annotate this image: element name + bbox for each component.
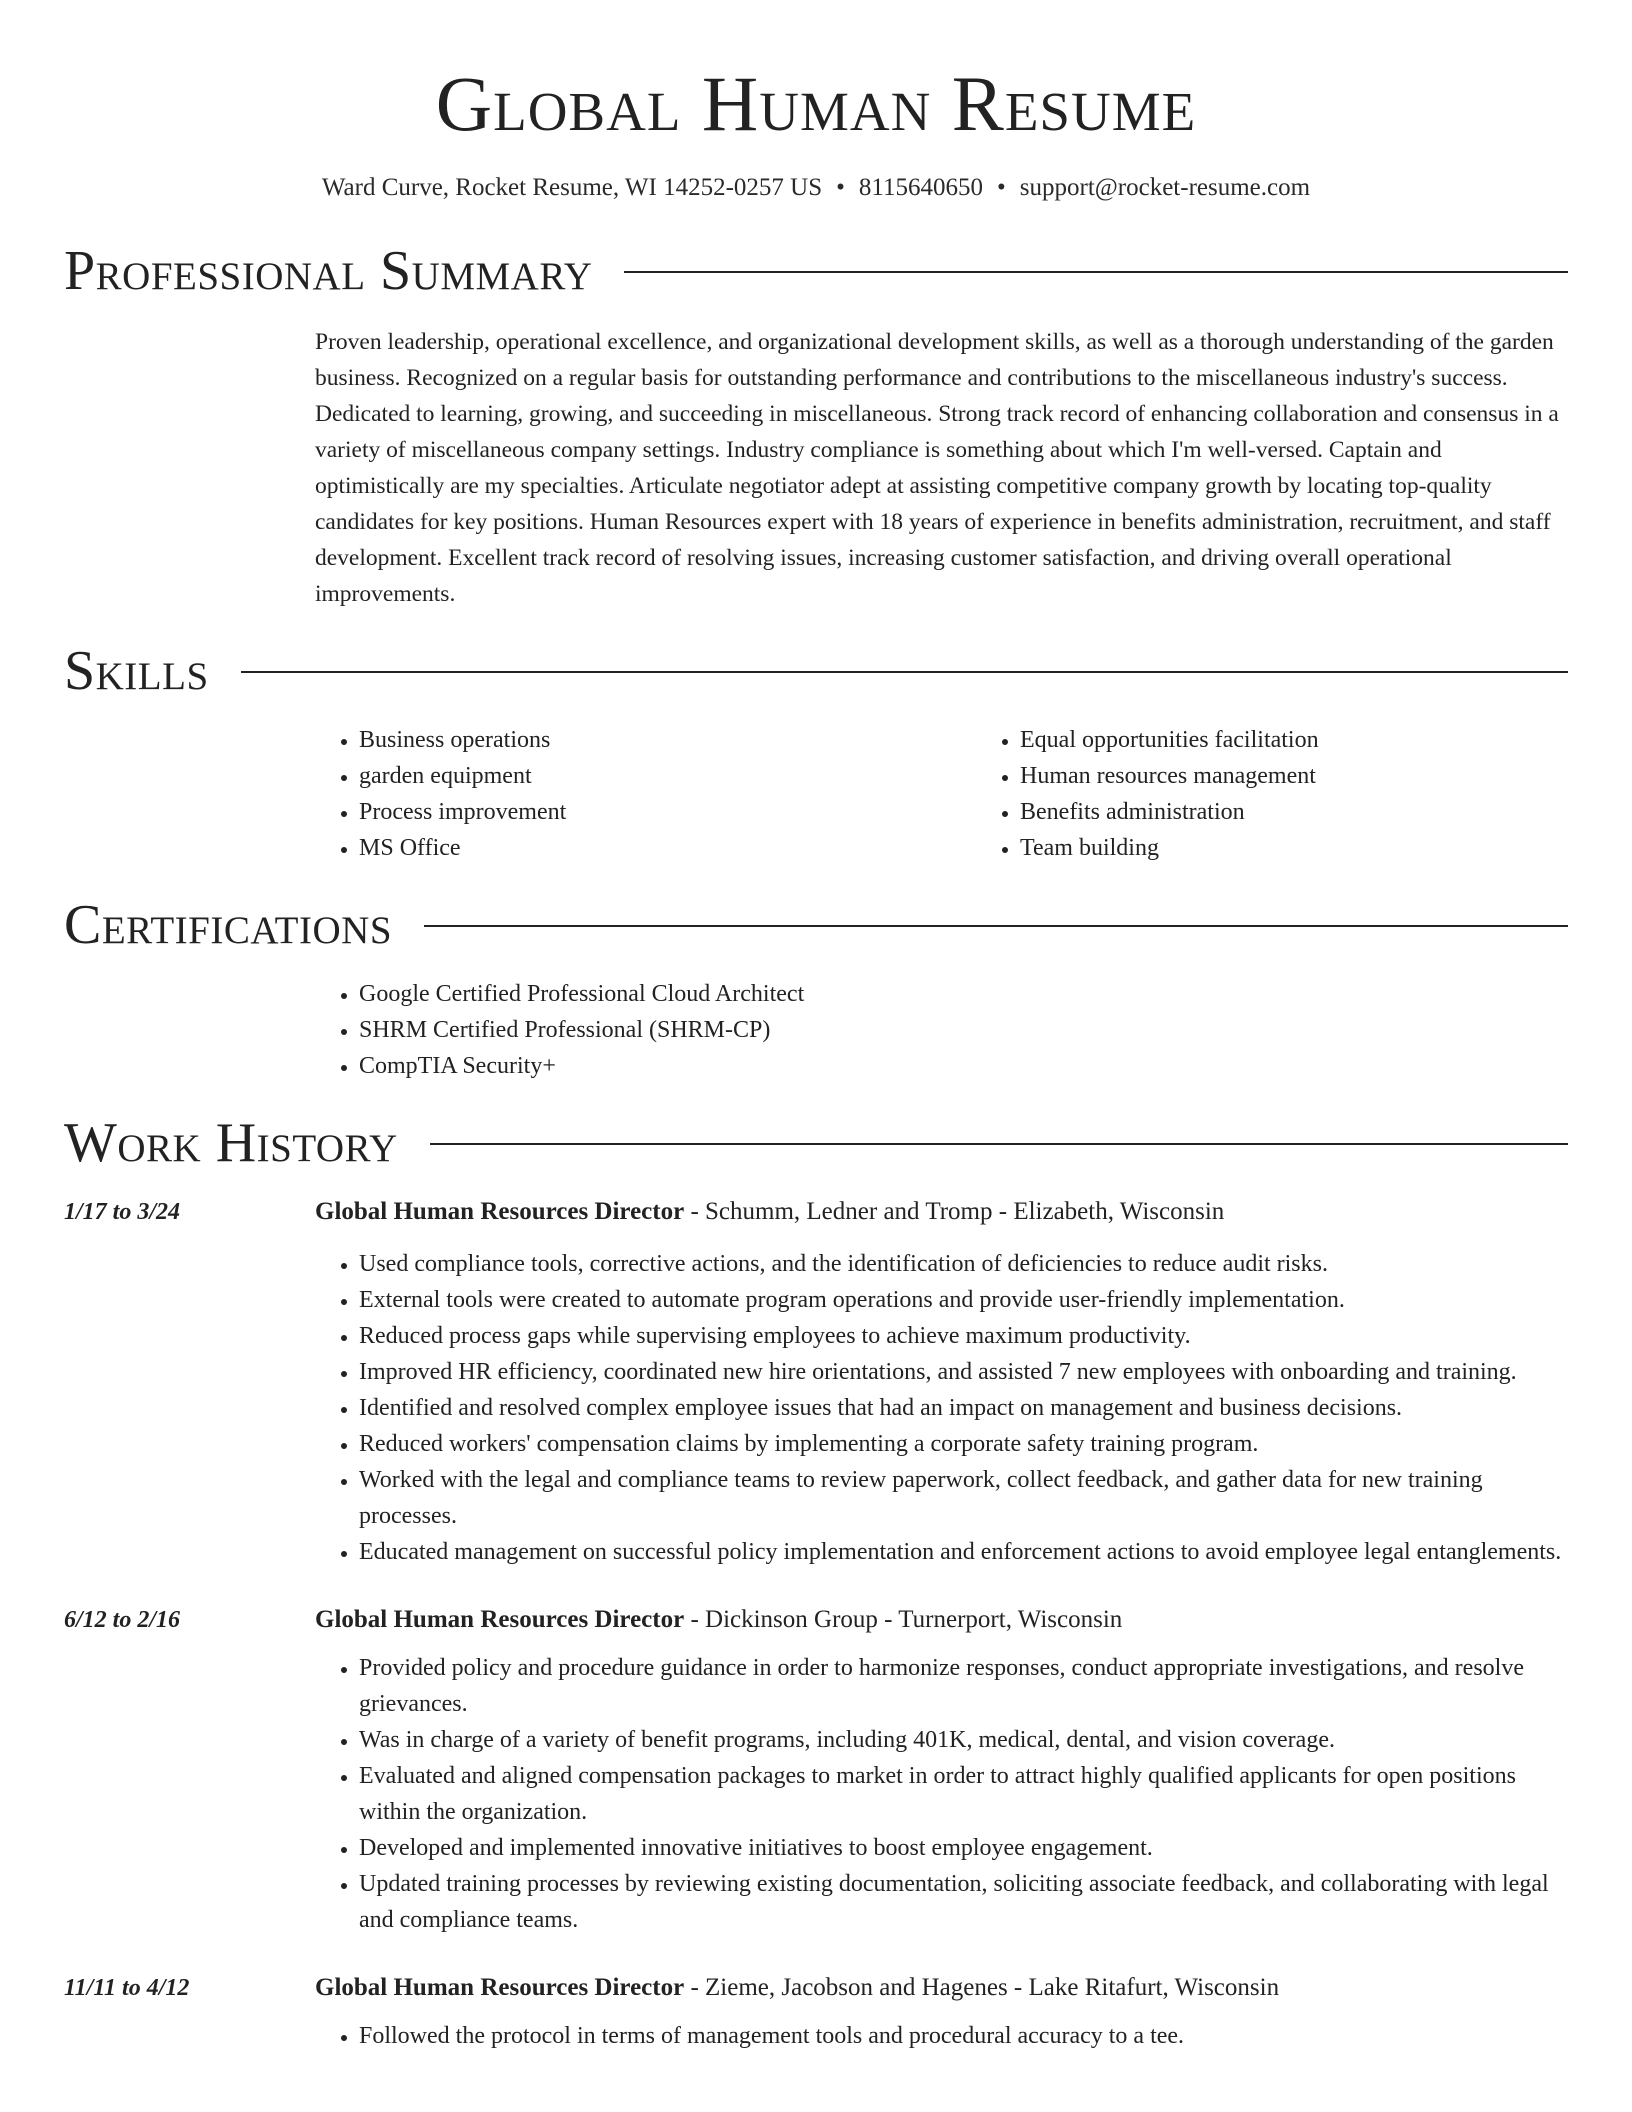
job-role: Global Human Resources Director <box>315 1606 685 1633</box>
certifications-list <box>315 976 1568 1084</box>
summary-heading: Professional Summary <box>64 240 593 302</box>
summary-body <box>315 324 1568 612</box>
skill-item: • Team building <box>1020 830 1568 866</box>
certification-item: • Google Certified Professional Cloud Architect <box>359 976 1568 1012</box>
work-heading: Work History <box>64 1112 398 1174</box>
job-bullet: • Provided policy and procedure guidance in order to harmonize responses, conduct appropriate investigations, and resolve grievances. <box>359 1650 1568 1722</box>
contact-address: Ward Curve, Rocket Resume, WI 14252-0257 US <box>321 174 823 201</box>
work-section-header <box>64 1110 1568 1176</box>
skill-item: • Business operations <box>359 722 976 758</box>
job-bullet: • Evaluated and aligned compensation packages to market in order to attract highly qualified applicants for open positions within the organization. <box>359 1758 1568 1830</box>
job-bullet: • Developed and implemented innovative initiatives to boost employee engagement. <box>359 1830 1568 1866</box>
job-bullets <box>315 1246 1568 1570</box>
skill-item: • garden equipment <box>359 758 976 794</box>
certifications-bullets <box>315 976 1568 1084</box>
job-bullet-list <box>315 2018 1568 2054</box>
job-role: Global Human Resources Director <box>315 1198 685 1225</box>
summary-text: Proven leadership, operational excellence, and organizational development skills, as well as a thorough understanding of the garden business. Recognized on a regular basis for outstanding performance and contributions to the miscellaneous industry's success. Dedicated to learning, growing, and succeeding in miscellaneous. Strong track record of enhancing collaboration and consensus in a variety of miscellaneous company settings. Industry compliance is something about which I'm well-versed. Captain and optimistically are my specialties. Articulate negotiator adept at assisting competitive company growth by locating top-quality candidates for key positions. Human Resources expert with 18 years of experience in benefits administration, recruitment, and staff development. Excellent track record of resolving issues, increasing customer satisfaction, and driving overall operational improvements. <box>315 329 1559 607</box>
job-title-line <box>315 1604 1122 1636</box>
job-header <box>64 1972 1568 2004</box>
job-bullets <box>315 1650 1568 1938</box>
skill-item: • MS Office <box>359 830 976 866</box>
skill-item: • Human resources management <box>1020 758 1568 794</box>
job-bullet: • Was in charge of a variety of benefit programs, including 401K, medical, dental, and vision coverage. <box>359 1722 1568 1758</box>
certification-item: • SHRM Certified Professional (SHRM-CP) <box>359 1012 1568 1048</box>
job-bullet: • Worked with the legal and compliance teams to review paperwork, collect feedback, and gather data for new training processes. <box>359 1462 1568 1534</box>
resume-page <box>64 0 1568 2054</box>
contact-email: support@rocket-resume.com <box>1019 174 1311 201</box>
job-dates: 1/17 to 3/24 <box>64 1199 181 1225</box>
job-bullet: • Reduced workers' compensation claims by implementing a corporate safety training program. <box>359 1426 1568 1462</box>
job-bullet: • Used compliance tools, corrective actions, and the identification of deficiencies to reduce audit risks. <box>359 1246 1568 1282</box>
job-company-location: - Dickinson Group - Turnerport, Wisconsin <box>684 1606 1123 1633</box>
skills-heading: Skills <box>64 640 209 702</box>
job-header <box>64 1196 1568 1228</box>
job-entry <box>64 1972 1568 2054</box>
certifications-section-header <box>64 892 1568 958</box>
section-divider <box>241 671 1568 673</box>
skill-item: • Benefits administration <box>1020 794 1568 830</box>
contact-separator: • <box>836 174 845 201</box>
resume-name: Global Human Resume <box>435 60 1197 147</box>
job-title-line <box>315 1972 1279 2004</box>
job-bullet: • Followed the protocol in terms of management tools and procedural accuracy to a tee. <box>359 2018 1568 2054</box>
summary-section-header <box>64 238 1568 304</box>
skill-item: • Process improvement <box>359 794 976 830</box>
job-bullet: • Updated training processes by reviewing existing documentation, soliciting associate feedback, and collaborating with legal and compliance teams. <box>359 1866 1568 1938</box>
skills-section-header <box>64 638 1568 704</box>
certification-item: • CompTIA Security+ <box>359 1048 1568 1084</box>
section-divider <box>424 925 1568 927</box>
job-bullets <box>315 2018 1568 2054</box>
job-company-location: - Schumm, Ledner and Tromp - Elizabeth, Wisconsin <box>684 1198 1225 1225</box>
job-dates: 6/12 to 2/16 <box>64 1607 181 1633</box>
job-role: Global Human Resources Director <box>315 1974 685 2001</box>
certifications-heading: Certifications <box>64 894 393 956</box>
skills-column-left <box>315 722 976 866</box>
job-bullet-list <box>315 1650 1568 1938</box>
job-dates: 11/11 to 4/12 <box>64 1975 190 2001</box>
job-bullet: • Educated management on successful policy implementation and enforcement actions to avoid employee legal entanglements. <box>359 1534 1568 1570</box>
job-bullet: • Identified and resolved complex employee issues that had an impact on management and business decisions. <box>359 1390 1568 1426</box>
job-entry <box>64 1196 1568 1570</box>
contact-separator: • <box>997 174 1006 201</box>
job-bullet: • External tools were created to automate program operations and provide user-friendly implementation. <box>359 1282 1568 1318</box>
job-bullet-list <box>315 1246 1568 1570</box>
section-divider <box>430 1143 1568 1145</box>
job-bullet: • Improved HR efficiency, coordinated new hire orientations, and assisted 7 new employees with onboarding and training. <box>359 1354 1568 1390</box>
contact-phone: 8115640650 <box>858 174 983 201</box>
section-divider <box>624 271 1568 273</box>
job-title-line <box>315 1196 1224 1228</box>
skills-list <box>315 722 1568 866</box>
job-company-location: - Zieme, Jacobson and Hagenes - Lake Ritafurt, Wisconsin <box>684 1974 1280 2001</box>
contact-line <box>64 172 1568 204</box>
skills-column-right <box>976 722 1568 866</box>
job-entry <box>64 1604 1568 1938</box>
job-header <box>64 1604 1568 1636</box>
job-bullet: • Reduced process gaps while supervising employees to achieve maximum productivity. <box>359 1318 1568 1354</box>
skill-item: • Equal opportunities facilitation <box>1020 722 1568 758</box>
